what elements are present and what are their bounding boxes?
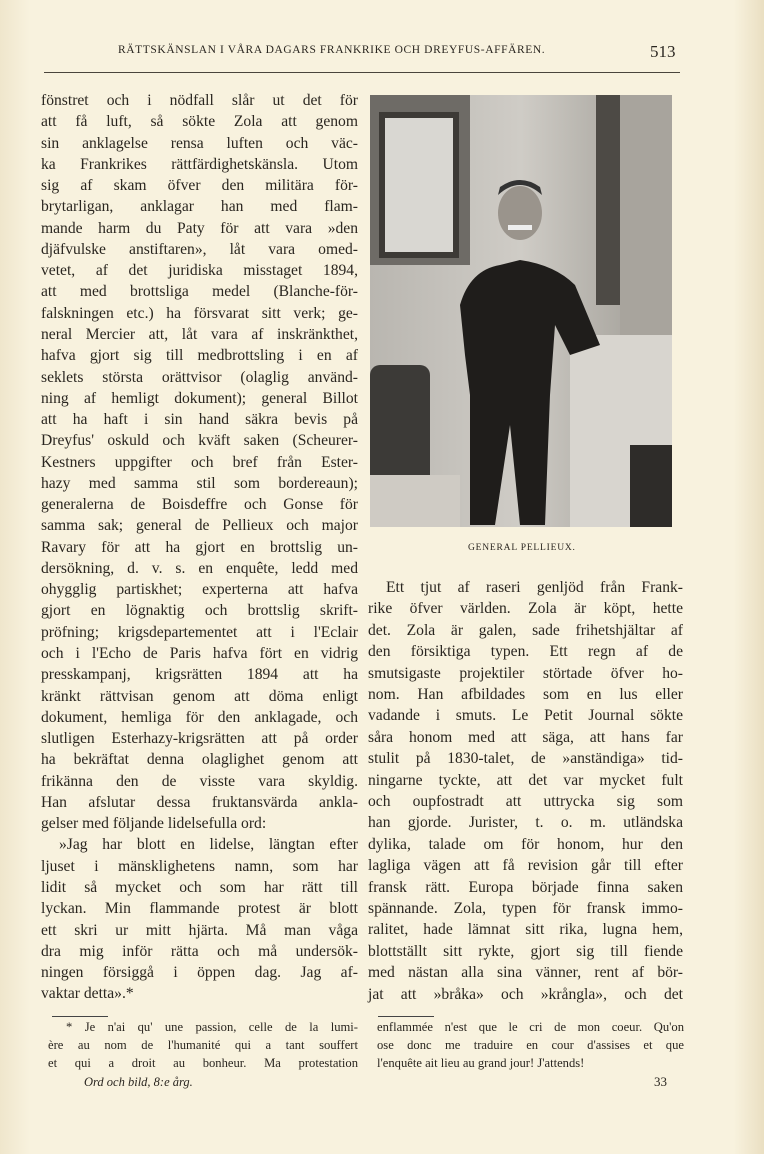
text-line: ka Frankrikes rättfärdighetskänsla. Utom [41, 155, 358, 173]
text-line: ère au nom de l'humanité qui a tant souffert [48, 1038, 358, 1052]
text-line: dra mig inför rätta och må undersök- [41, 942, 358, 960]
text-line: ralitet, hade lämnat sitt rika, lugna hem, [368, 921, 683, 939]
text-line: att ha haft i sin hand säkra bevis på [41, 411, 358, 429]
text-line: hazy med samma stil som bordereaun); [41, 474, 358, 492]
text-line: lagliga vägen att få revision går till efter [368, 857, 683, 875]
text-line: vaktar detta».* [41, 985, 134, 1003]
text-line: presskampanj, krigsrätten 1894 att ha [41, 666, 358, 684]
text-line: Ett tjut af raseri genljöd från Frank- [386, 579, 683, 596]
text-line: och oupfostradt att uttrycka sig som [368, 793, 683, 810]
text-line: gelser med följande lidelsefulla ord: [41, 815, 267, 833]
sheet-number: 33 [654, 1074, 667, 1089]
text-line: sig af skam öfver den militära för- [41, 177, 358, 195]
text-line: kränkt rättvisan genom att döma enligt [41, 687, 358, 705]
text-line: det. Zola är galen, sade frihetshjältar af [368, 621, 683, 639]
running-title: RÄTTSKÄNSLAN I VÅRA DAGARS FRANKRIKE OCH DREYFUS-AFFÄREN. [118, 44, 546, 56]
text-line: lyckan. Min flammande protest är blott [41, 900, 358, 918]
text-line: sin anklagelse rensa luften och väc- [41, 134, 358, 152]
text-line: neral Mercier att, låt vara af inskränkthet, [41, 325, 358, 343]
text-line: Kestners uppgifter och bref från Ester- [41, 453, 358, 471]
text-line: ha bekräftat denna olaglighet genom att [41, 751, 358, 769]
text-line: mande harm du Paty för att vara »den [41, 219, 358, 237]
text-line: l'enquête ait lieu au grand jour! J'attends! [377, 1056, 585, 1070]
text-line: att med brottsliga medel (Blanche-för- [41, 283, 358, 301]
text-line: rike öfver världen. Zola är köpt, hette [368, 600, 683, 618]
text-line: Dreyfus' oskuld och kväft saken (Scheurer- [41, 432, 358, 450]
header-rule [44, 72, 680, 73]
text-line: dersökning, d. v. s. en enquête, ledd med [41, 559, 358, 577]
text-line: hafva gjort sig till medbrottsling i en af [41, 347, 358, 365]
text-line: ohygglig partiskhet; experterna att hafva [41, 581, 358, 599]
text-line: fönstret och i nödfall slår ut det för [41, 92, 358, 109]
text-line: såra honom med att säga, att hans far [368, 728, 683, 746]
text-line: stulit på 1830-talet, de »anständiga» tid- [368, 750, 683, 768]
text-line: seklets största orättvisor (olaglig använd- [41, 368, 358, 386]
page-number: 513 [650, 42, 676, 61]
text-line: jat att »bråka» och »krångla», och det [368, 985, 683, 1003]
footnote-rule [52, 1016, 108, 1017]
portrait-image [370, 95, 672, 527]
text-line: gjort en lögnaktig och brottslig skrift- [41, 602, 358, 620]
footnote-rule-right [378, 1016, 434, 1017]
text-line: dylika, talade om för honom, hur den [368, 835, 683, 853]
text-line: med nästan alla sina vänner, rent af bör- [368, 964, 683, 982]
journal-signature: Ord och bild, 8:e årg. [84, 1075, 193, 1089]
text-line: djäfvulske anstiftaren», låt vara omed- [41, 240, 358, 258]
text-line: vetet, af det juridiska misstaget 1894, [41, 262, 358, 280]
text-line: han gjorde. Jurister, t. o. m. utländska [368, 814, 683, 832]
text-line: fransk rätt. Europa började finna saken [368, 878, 683, 896]
text-line: vadande i smuts. Le Petit Journal sökte [368, 707, 683, 725]
text-line: pröfning; krigsdepartementet att i l'Eclair [41, 623, 358, 641]
text-line: nom. Han afbildades som en lus eller [368, 686, 683, 703]
text-line: ning af hemligt dokument); general Billot [41, 389, 358, 407]
text-line: generalerna de Boisdeffre och Gonse för [41, 496, 358, 514]
text-line: den försiktiga typen. Ett regn af de [368, 643, 683, 661]
text-line: et qui a droit au bonheur. Ma protestation [48, 1056, 358, 1070]
text-line: Ravary för att ha gjort en brottslig un- [41, 538, 358, 556]
photo-caption: GENERAL PELLIEUX. [468, 543, 576, 553]
text-line: falskningen etc.) ha försvarat sitt verk; ge- [41, 304, 358, 322]
text-line: och i l'Echo de Paris hafva fört en vidrig [41, 645, 358, 663]
text-line: blottställt sitt rykte, gjort sig till fiende [368, 942, 683, 960]
text-line: ose donc me traduire en cour d'assises et que [377, 1038, 684, 1052]
portrait-photo [370, 95, 672, 527]
text-line: ett skri ur mitt hjärta. Må man våga [41, 921, 358, 939]
text-line: brytarligan, anklagar han med flam- [41, 198, 358, 216]
text-line: * Je n'ai qu' une passion, celle de la lumi- [66, 1020, 358, 1034]
text-line: ljuset i mänsklighetens namn, som har [41, 857, 358, 875]
text-line: att få luft, så sökte Zola att genom [41, 113, 358, 131]
text-line: lidit så mycket och som har rätt till [41, 878, 358, 896]
text-line: »Jag har blott en lidelse, längtan efter [59, 836, 358, 854]
text-line: enflammée n'est que le cri de mon coeur. Qu'on [377, 1020, 684, 1034]
text-line: ningarne tyckte, att det var mycket fult [368, 771, 683, 789]
text-line: smutsigaste projektiler störtade öfver ho- [368, 664, 683, 682]
text-line: spännande. Zola, typen för fransk immo- [368, 900, 683, 917]
text-line: frikänna den de visste vara skyldig. [41, 772, 358, 790]
text-line: slutligen Esterhazy-krigsrätten att på order [41, 730, 358, 748]
text-line: Han afslutar dessa fruktansvärda ankla- [41, 793, 358, 811]
text-line: dokument, hemliga för den anklagade, och [41, 708, 358, 726]
text-line: samma sak; general de Pellieux och major [41, 517, 358, 535]
text-line: ningen försiggå i öppen dag. Jag af- [41, 964, 358, 982]
